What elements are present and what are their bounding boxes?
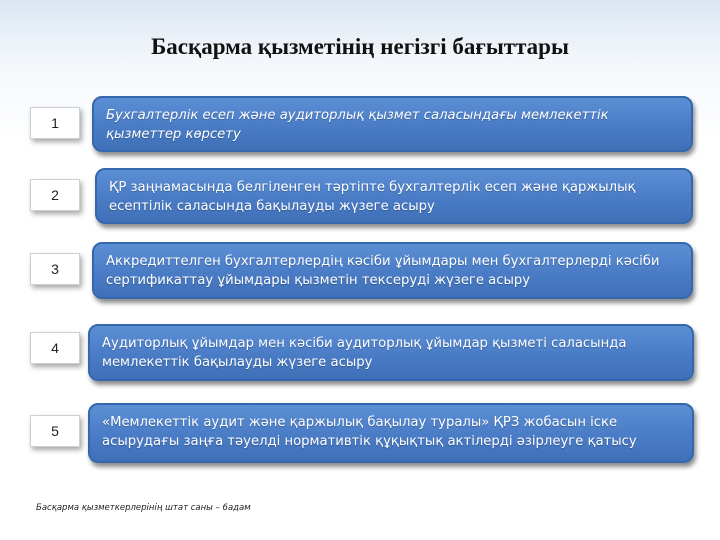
item-number-5: 5 [30,415,80,447]
item-box-2 [95,168,693,224]
item-box-4 [88,324,694,381]
item-number-3: 3 [30,253,80,285]
item-number-2: 2 [30,179,80,211]
item-box-5 [88,403,694,463]
item-text-4: Аудиторлық ұйымдар мен кәсіби аудиторлық ұйымдар қызметі саласында мемлекеттік бақылауды жүзеге асыру [102,336,627,370]
slide-title: Басқарма қызметінің негізгі бағыттары [151,34,569,59]
footnote: Басқарма қызметкерлерінің штат саны – 6адам [36,503,251,513]
item-text-1: Бухгалтерлік есеп және аудиторлық қызмет саласындағы мемлекеттік қызметтер көрсету [106,108,609,142]
item-text-2: ҚР заңнамасында белгіленген тәртіпте бухгалтерлік есеп және қаржылық есептілік саласында бақылауды жүзеге асыру [109,180,636,214]
item-box-1 [92,96,693,152]
item-number-4: 4 [30,332,80,364]
item-text-5: «Мемлекеттік аудит және қаржылық бақылау туралы» ҚРЗ жобасын іске асырудағы заңға тәуелді нормативтік құқықтық актілерді әзірлеуге қатысу [102,415,637,449]
item-text-3: Аккредиттелген бухгалтерлердің кәсіби ұйымдары мен бухгалтерлерді кәсіби сертификаттау ұйымдары қызметін тексеруді жүзеге асыру [106,254,660,288]
item-number-1: 1 [30,107,80,139]
item-box-3 [92,242,693,299]
